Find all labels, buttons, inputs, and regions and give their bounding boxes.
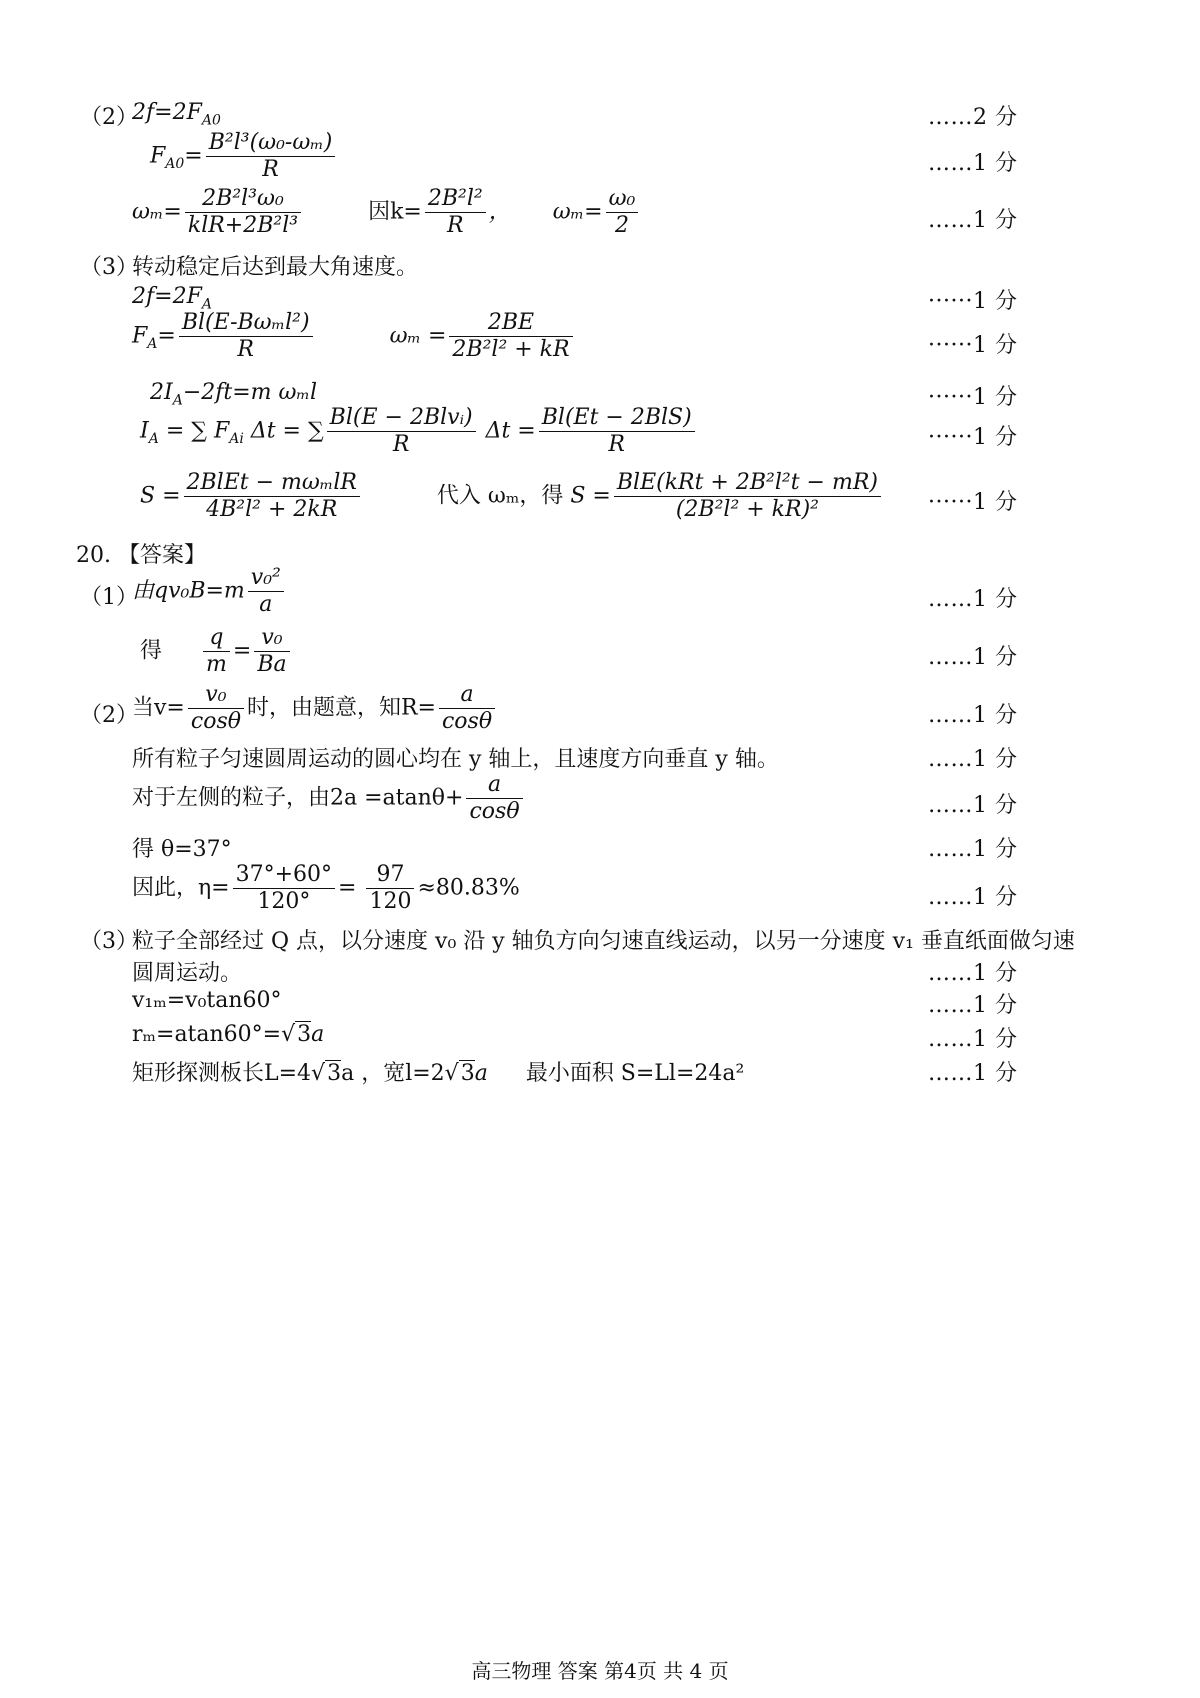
part2-label: （2） <box>80 105 138 130</box>
q20-p3-line4-score: ……1 分 <box>928 1027 1018 1052</box>
q20-p2-line4-score: ……1 分 <box>928 837 1018 862</box>
part3-eq2-score: ······1 分 <box>928 333 1018 358</box>
part3-eq1: $2f=2F_A$ <box>132 284 212 313</box>
part2-eq3: ωₘ= $\frac{\text{2B²l³ω₀}}{\text{klR+2B²l³}}$ 因k= $\frac{\text{2B²l²}}{R}$ ， ωₘ= $\frac{\text{ω₀}}{2}$ <box>132 186 641 239</box>
q20-p2-line5: 因此，η= $\frac{37^\circ+60^\circ}{120^\circ}$ = $\frac{97}{120}$ ≈80.83% <box>132 862 520 914</box>
q20-p3-line2: 圆周运动。 <box>132 961 243 986</box>
q20-p2-line2-score: ……1 分 <box>928 747 1018 772</box>
q20-p1-label: （1） <box>80 585 138 610</box>
part3-intro: 转动稳定后达到最大角速度。 <box>132 255 419 280</box>
q20-p1b-score: ……1 分 <box>928 645 1018 670</box>
q20-p1-eq: 由qv₀B=m $\frac{\text{v₀²}}{a}$ <box>132 565 287 618</box>
q20-p2-score: ……1 分 <box>928 703 1018 728</box>
part2-eq1: $2f=2F_{A0}$ <box>132 100 221 129</box>
part3-eq3: $2I_A-2ft=m$ ωₘl <box>150 380 317 409</box>
q20-p2-line3: 对于左侧的粒子，由2a =atanθ+ $\frac{a}{\cos\theta}$ <box>132 772 526 825</box>
q20-p2-line3-score: ……1 分 <box>928 793 1018 818</box>
part3-label: （3） <box>80 255 138 280</box>
q20-title: 20. 【答案】 <box>76 543 206 568</box>
q20-p3-line5-score: ……1 分 <box>928 1061 1018 1086</box>
part3-eq2: $F_A=$ $\frac{\text{Bl(E-Bωₘl²)}}{R}$ ωₘ = $\frac{2BE}{\text{2B²l² + kR}}$ <box>132 310 576 363</box>
part2-eq2: $F_{A0}=$ $\frac{\text{B²l³(ω₀-ωₘ)}}{R}$ <box>150 130 338 183</box>
part3-eq1-score: ······1 分 <box>928 289 1018 314</box>
q20-p3-line4: rₘ=atan60°=√3a <box>132 1022 325 1047</box>
q20-p3-line5: 矩形探测板长L=4√3a ，宽l=2√3a 最小面积 S=Ll=24a² <box>132 1061 745 1086</box>
q20-p3-line3-score: ……1 分 <box>928 993 1018 1018</box>
part3-eq4: $I_A$ = ∑ $F_{Ai}$ Δt = ∑ $\frac{\text{Bl(E − 2Blvᵢ)}}{R}$ Δt = $\frac{\text{Bl(Et − 2BlS)}}{R}$ <box>140 405 698 458</box>
q20-p2-eq: 当v= $\frac{\text{v₀}}{\cos\theta}$ 时，由题意，知R= $\frac{a}{\cos\theta}$ <box>132 682 498 735</box>
part2-eq1-score: ……2 分 <box>928 105 1018 130</box>
part3-eq4-score: ······1 分 <box>928 425 1018 450</box>
q20-p1b-eq: 得 $\frac{q}{m}$ = $\frac{\text{v₀}}{Ba}$ <box>140 625 293 678</box>
q20-p3-line2-score: ……1 分 <box>928 961 1018 986</box>
part3-eq5-score: ······1 分 <box>928 490 1018 515</box>
q20-p2-label: （2） <box>80 703 138 728</box>
page-footer: 高三物理 答案 第4页 共 4 页 <box>471 1659 729 1683</box>
part3-eq3-score: ······1 分 <box>928 385 1018 410</box>
q20-p3-label: （3） <box>80 929 138 954</box>
part2-eq3-score: ……1 分 <box>928 208 1018 233</box>
part2-eq2-score: ……1 分 <box>928 151 1018 176</box>
q20-p3-line3: v₁ₘ=v₀tan60° <box>132 988 282 1013</box>
part3-eq5: S = $\frac{\text{2BlEt − mωₘlR}}{\text{4B²l² + 2kR}}$ 代入 ωₘ，得 S = $\frac{\text{BlE(kRt + 2B²l²t − mR)}}{\text{(2B²l² + kR)²}}$ <box>140 470 884 523</box>
q20-p1-score: ……1 分 <box>928 587 1018 612</box>
q20-p2-line5-score: ……1 分 <box>928 885 1018 910</box>
q20-p3-line1: 粒子全部经过 Q 点，以分速度 v₀ 沿 y 轴负方向匀速直线运动，以另一分速度 v₁ 垂直纸面做匀速 <box>132 929 1075 954</box>
q20-p2-line2: 所有粒子匀速圆周运动的圆心均在 y 轴上，且速度方向垂直 y 轴。 <box>132 747 779 772</box>
q20-p2-line4: 得 θ=37° <box>132 837 232 862</box>
